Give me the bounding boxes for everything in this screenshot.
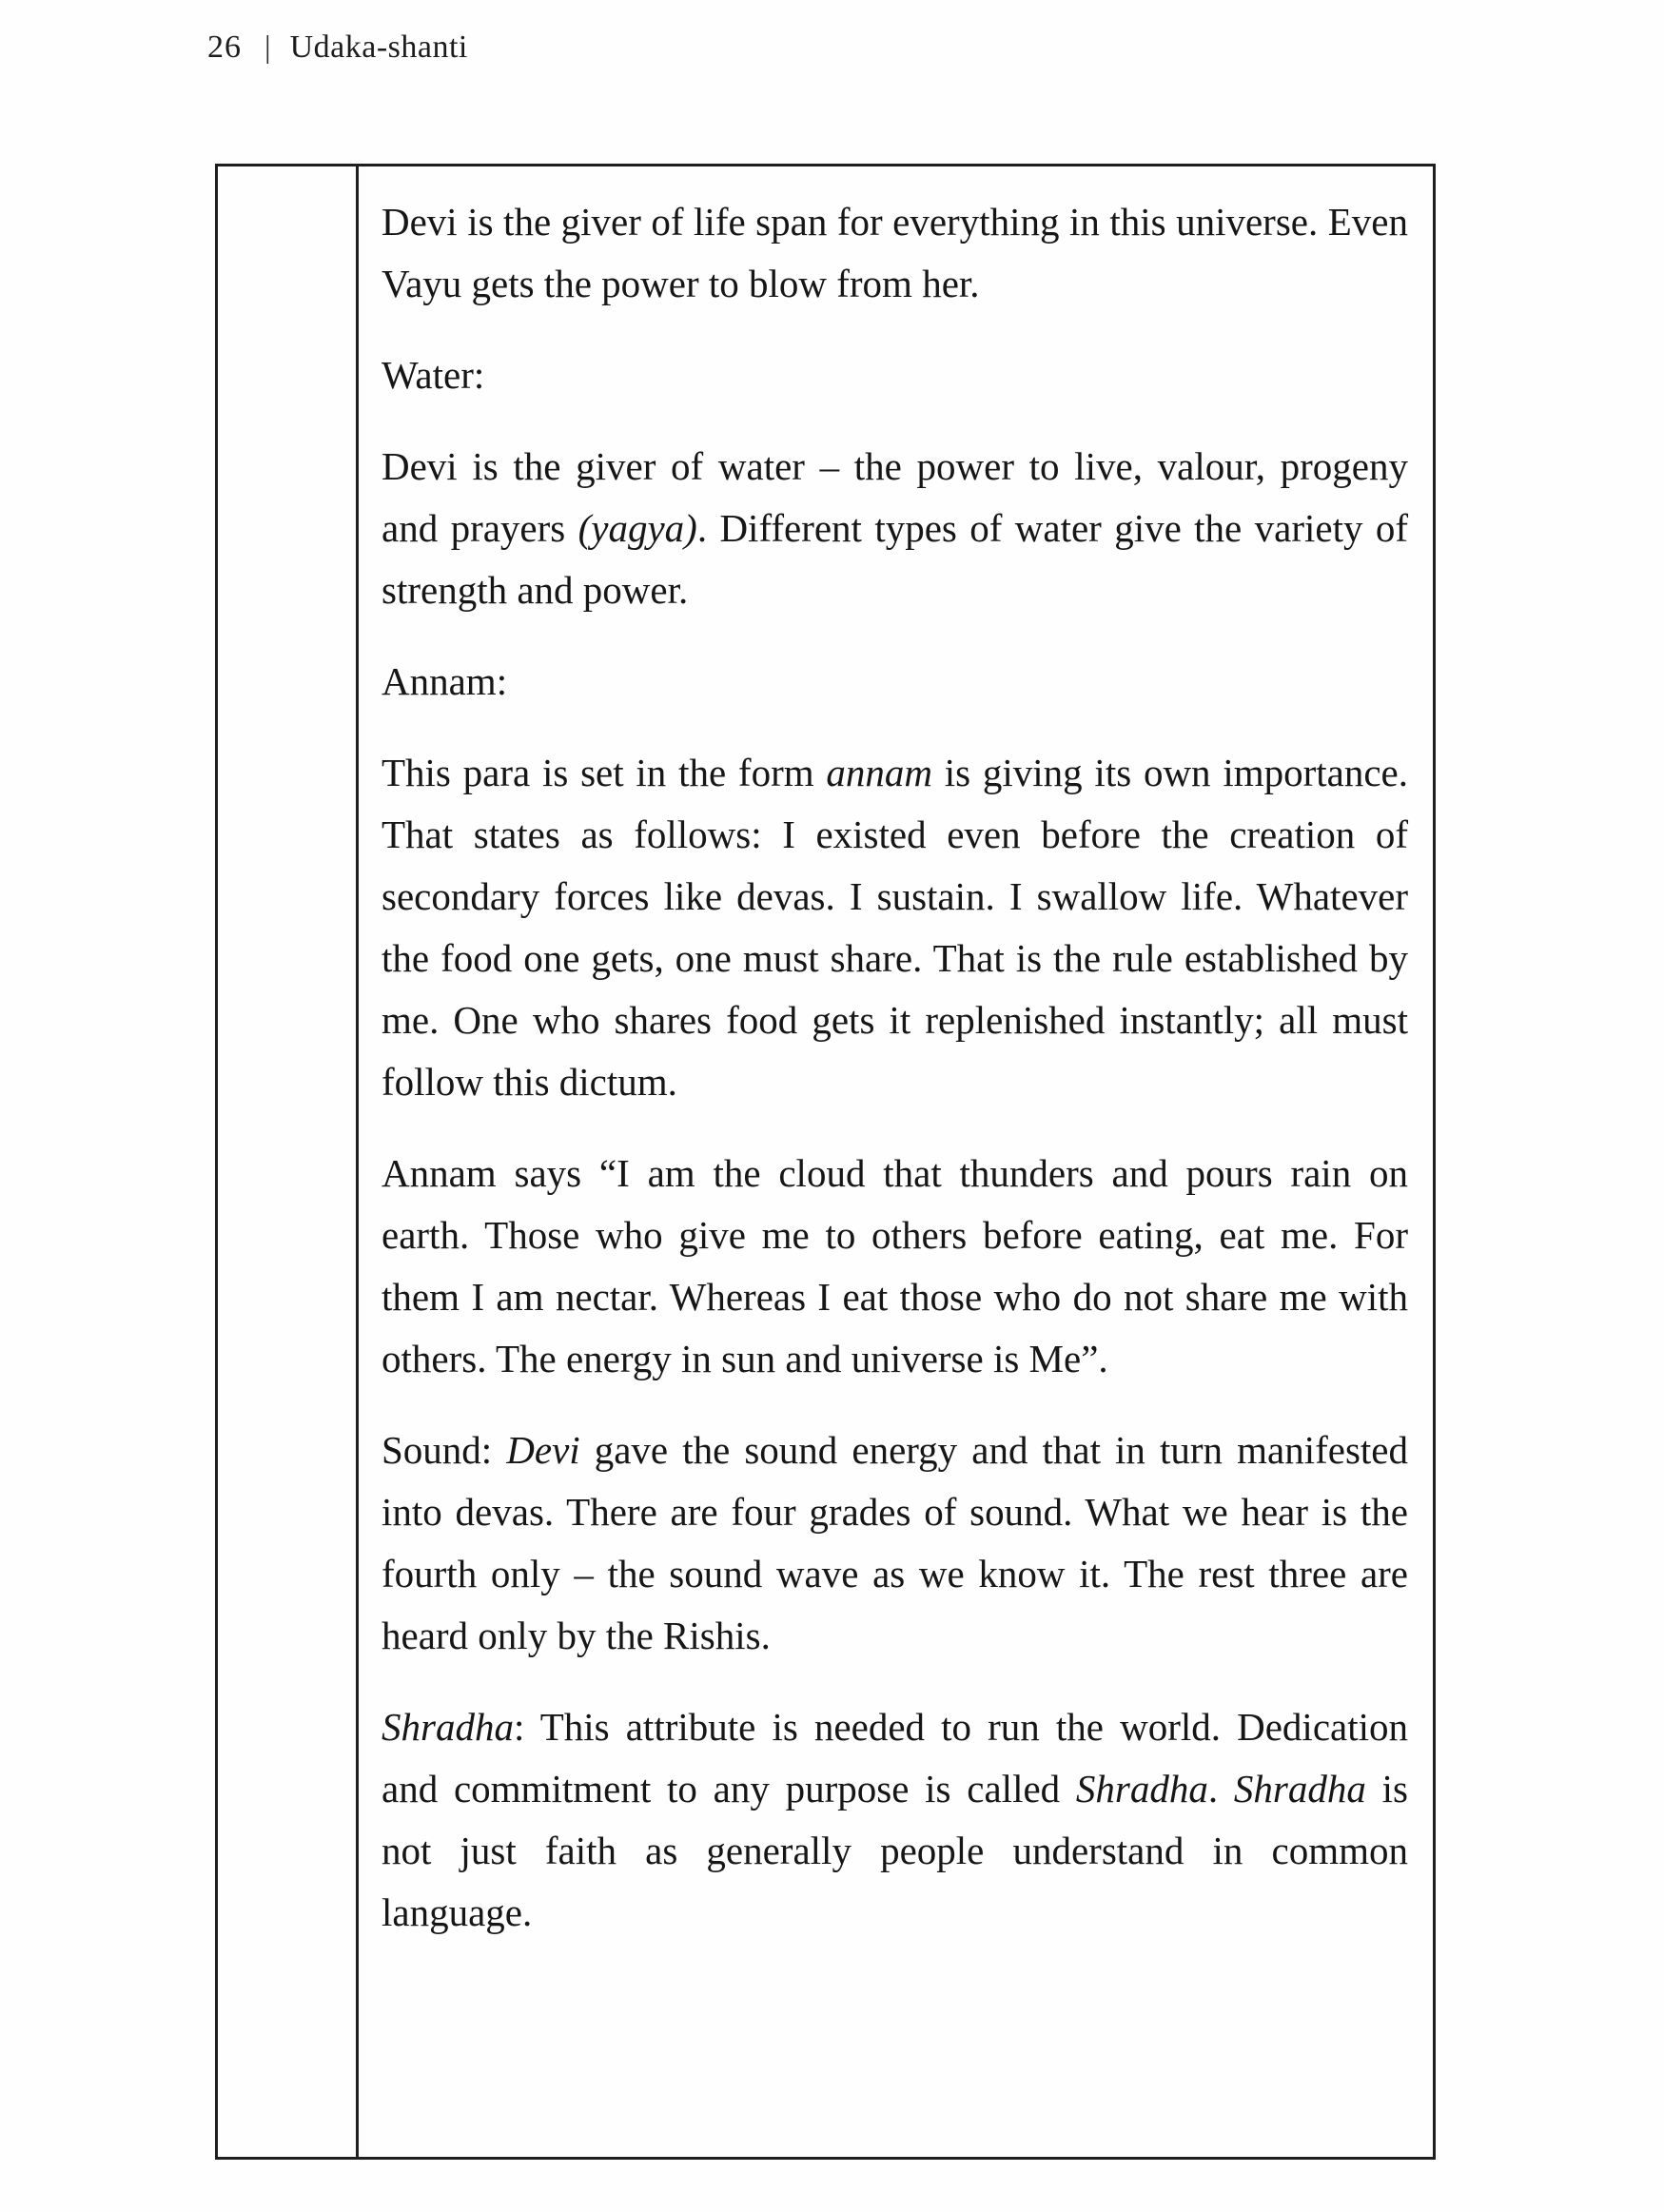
italic-text-run: Shradha bbox=[382, 1705, 514, 1749]
text-run: Annam: bbox=[382, 659, 508, 703]
italic-text-run: annam bbox=[826, 751, 932, 794]
paragraph-5 bbox=[382, 1143, 1408, 1390]
paragraph-4 bbox=[382, 742, 1408, 1113]
running-header-title: Udaka-shanti bbox=[289, 29, 468, 65]
text-run: . Different types of water give the variety of strength and power. bbox=[382, 506, 1408, 612]
paragraph-0 bbox=[382, 191, 1408, 315]
italic-text-run: Devi bbox=[506, 1428, 580, 1472]
text-run: gave the sound energy and that in turn manifested into devas. There are four grades of sound. What we hear is the fourth only – the sound wave as we know it. The rest three are heard only by the Rishis. bbox=[382, 1428, 1408, 1657]
text-run: is giving its own importance. That states as follows: I existed even before the creation of secondary forces like devas. I sustain. I swallow life. Whatever the food one gets, one must share. That is the rule established by me. One who shares food gets it replenished instantly; all must follow this dictum. bbox=[382, 751, 1408, 1104]
paragraph-6 bbox=[382, 1419, 1408, 1667]
page-header bbox=[207, 27, 468, 69]
text-run: Annam says “I am the cloud that thunders and pours rain on earth. Those who give me to others before eating, eat me. For them I am nectar. Whereas I eat those who do not share me with others. The energy in sun and universe is Me”. bbox=[382, 1151, 1408, 1380]
text-run: Sound: bbox=[382, 1428, 507, 1472]
table-left-cell bbox=[218, 166, 359, 2157]
table-text-cell bbox=[359, 166, 1433, 2157]
text-run: This para is set in the form bbox=[382, 751, 827, 794]
paragraph-2 bbox=[382, 436, 1408, 621]
paragraph-7 bbox=[382, 1696, 1408, 1944]
text-run: . bbox=[1207, 1767, 1234, 1811]
italic-text-run: Shradha bbox=[1233, 1767, 1366, 1811]
section-heading-3 bbox=[382, 651, 1408, 713]
text-run: Devi is the giver of life span for everything in this universe. Even Vayu gets the power to blow from her. bbox=[382, 200, 1408, 305]
section-heading-1 bbox=[382, 344, 1408, 406]
italic-text-run: (yagya) bbox=[578, 506, 697, 550]
page-number: 26 bbox=[207, 29, 242, 65]
header-separator: | bbox=[264, 30, 271, 65]
text-run: : This attribute is needed to run the world. Dedication and commitment to any purpose is called bbox=[382, 1705, 1408, 1811]
content-table bbox=[215, 164, 1436, 2160]
text-run: is not just faith as generally people understand in common language. bbox=[382, 1767, 1408, 1934]
text-run: Water: bbox=[382, 353, 485, 397]
text-run: Devi is the giver of water – the power to live, valour, progeny and prayers bbox=[382, 444, 1408, 550]
italic-text-run: Shradha bbox=[1075, 1767, 1208, 1811]
